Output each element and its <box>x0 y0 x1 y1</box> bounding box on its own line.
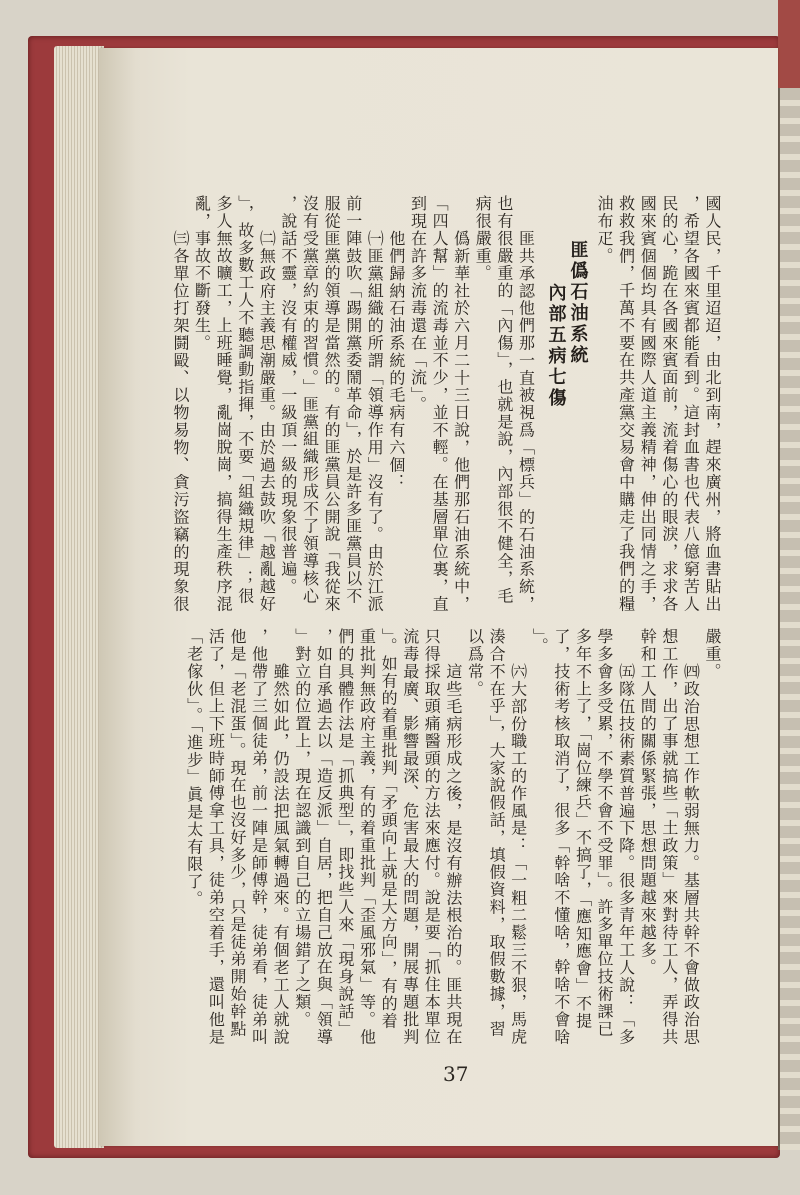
list-item-3-column: ㈢各單位打架鬪毆、以物易物、貪污盜竊的現象很 <box>170 230 190 613</box>
section-heading-line-1: 匪僞石油系統 <box>567 240 589 366</box>
text-column: 「老傢伙」。「進步」眞是太有限了。 <box>184 628 204 908</box>
text-column: 油布疋。 <box>595 195 615 265</box>
text-column: 「四人幫」的流毒並不少，並不輕。在基層單位裏，直 <box>430 195 450 613</box>
text-column: 救救我們，千萬不要在共產黨交易會中購走了我們的糧 <box>616 195 636 613</box>
text-column: 多人無故曠工，上班睡覺，亂崗脫崗，搞得生產秩序混 <box>214 195 234 613</box>
text-column: 亂，事故不斷發生。 <box>192 195 212 352</box>
list-item-5-column: ㈤隊伍技術素質普遍下降。很多青年工人說：「多 <box>616 663 636 1046</box>
lower-text-block <box>183 628 723 1053</box>
facing-cover-corner <box>778 0 800 88</box>
list-item-2-column: ㈡無政府主義思潮嚴重。由於過去鼓吹「越亂越好 <box>257 230 277 613</box>
text-column: ，希望各國來賓都能看到。這封血書也代表八億窮苦人 <box>681 195 701 613</box>
paragraph-start-column: 他們歸納石油系統的毛病有六個： <box>386 230 406 491</box>
text-column: 幹和工人間的關係緊張，思想問題越來越多。 <box>638 628 658 976</box>
text-column: ，他帶了三個徒弟，前一陣是師傅幹，徒弟看，徒弟叫 <box>249 628 269 1046</box>
facing-page-sheet <box>778 88 800 1150</box>
text-column: ，說話不靈，沒有權威，一級頂一級的現象很普遍。 <box>278 195 298 596</box>
facing-page-edge <box>778 0 800 1195</box>
list-item-6-column: ㈥大部份職工的作風是：「一粗二鬆三不狠，馬虎 <box>508 663 528 1046</box>
text-column: 流毒最廣、影響最深、危害最大的問題，開展專題批判 <box>400 628 420 1046</box>
text-column: 多年不上了，「崗位練兵」不搞了，「應知應會」不提 <box>573 628 593 1030</box>
text-column: 他是「老混蛋」。現在也沒好多少，只是徒弟開始幹點 <box>227 628 247 1038</box>
text-column: 服從匪黨的領導是當然的。有的匪黨員公開說「我從來 <box>322 195 342 613</box>
text-column: 國來賓個個均具有國際人道主義精神，伸出同情之手， <box>638 195 658 613</box>
text-column: 病很嚴重。 <box>473 195 493 282</box>
text-column: 沒有受黨章約束的習慣。」匪黨組織形成不了領導核心 <box>300 195 320 605</box>
list-item-4-column: ㈣政治思想工作軟弱無力。基層共幹不會做政治思 <box>681 663 701 1046</box>
text-column: 」。 <box>530 628 550 655</box>
text-column: 」。如有的着重批判「矛頭向上就是大方向」，有的着 <box>379 628 399 1030</box>
text-column: 嚴重。 <box>703 628 722 681</box>
text-column: 了，技術考核取消了，很多「幹啥不懂啥，幹啥不會啥 <box>551 628 571 1046</box>
text-column: 民的心，跪在各國來賓面前，流着傷心的眼淚，求求各 <box>659 195 679 613</box>
text-column: 國人民，千里迢迢，由北到南，趕來廣州，將血書貼出 <box>703 195 722 613</box>
text-column: 」，故多數工人不聽調動指揮，不要「組織規律」；很 <box>235 195 255 605</box>
text-column: 也有很嚴重的「內傷」，也就是說，內部很不健全，毛 <box>494 195 514 605</box>
paragraph-start-column: 雖然如此，仍設法把風氣轉過來。有個老工人就說 <box>271 663 291 1046</box>
text-column: 」對立的位置上，現在認識到自己的立場錯了之類。 <box>292 628 312 1029</box>
text-column: 活了，但上下班時師傅拿工具，徒弟空着手，還叫他是 <box>206 628 226 1046</box>
page-number: 37 <box>443 1062 469 1086</box>
paragraph-start-column: 匪共承認他們那一直被視爲「標兵」的石油系統， <box>516 230 536 613</box>
text-column: 只得採取頭痛醫頭的方法來應付。說是要「抓住本單位 <box>422 628 442 1046</box>
paragraph-start-column: 這些毛病形成之後，是沒有辦法根治的。匪共現在 <box>443 663 463 1046</box>
list-item-1-column: ㈠匪黨組織的所謂「領導作用」沒有了。由於江派 <box>365 230 385 613</box>
text-column: 重批判無政府主義，有的着重批判「歪風邪氣」等。他 <box>357 628 377 1046</box>
text-column: 學多會多受累，不學不會不受罪」。許多單位技術課已 <box>595 628 615 1038</box>
text-column: ，如自承過去以「造反派」自居，把自己放在與「領導 <box>314 628 334 1046</box>
page-stack-edges <box>54 46 104 1148</box>
text-column: 湊合不在乎」，大家說假話，填假資料，取假數據，習 <box>487 628 507 1038</box>
text-column: 們的具體作法是「抓典型」，即找些人來「現身說話」 <box>335 628 355 1038</box>
text-column: 到現在許多流毒還在「流」。 <box>408 195 428 414</box>
section-heading-line-2: 內部五病七傷 <box>545 283 567 409</box>
upper-text-block <box>169 195 723 620</box>
text-column: 前一陣鼓吹「踢開黨委鬧革命」，於是許多匪黨員以不 <box>343 195 363 605</box>
paragraph-start-column: 僞新華社於六月二十三日說，他們那石油系統中， <box>451 230 471 613</box>
text-column: 想工作，出了事就搞些「土政策」來對待工人，弄得共 <box>659 628 679 1046</box>
text-column: 以爲常。 <box>465 628 485 698</box>
